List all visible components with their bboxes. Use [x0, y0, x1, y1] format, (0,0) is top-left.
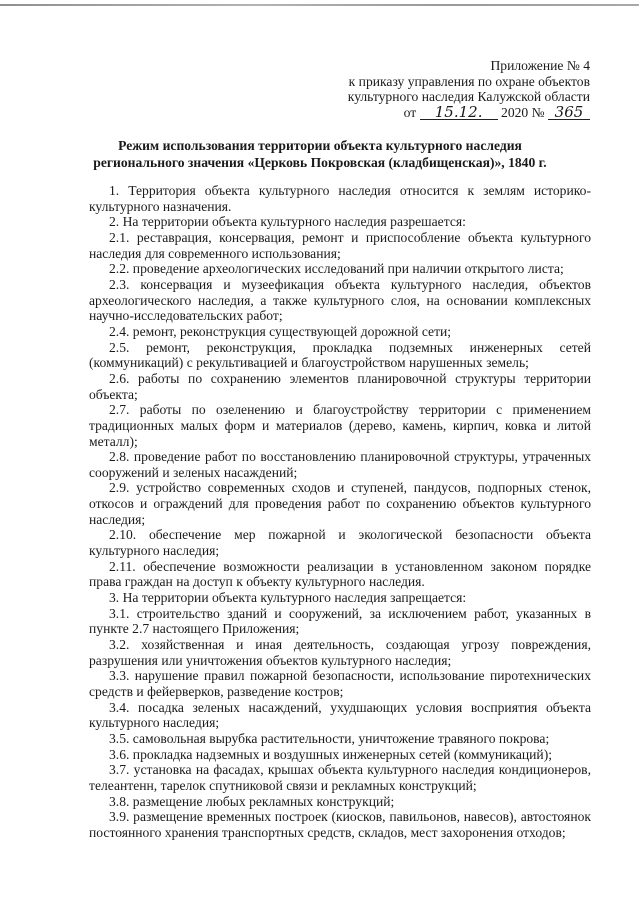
paragraph: 2.7. работы по озеленению и благоустройству территории с применением традиционных малых форм и материалов (дерево, камень, кирпич, ковка и литой металл);	[89, 402, 591, 449]
paragraph: 3.3. нарушение правил пожарной безопасности, использование пиротехнических средств и фейерверков, разведение костров;	[89, 668, 591, 699]
paragraph: 3.7. установка на фасадах, крышах объекта культурного наследия кондиционеров, телеантенн, тарелок спутниковой связи и рекламных конструкций;	[89, 762, 591, 793]
appendix-order-line-1: к приказу управления по охране объектов	[348, 73, 590, 89]
paragraph: 2.1. реставрация, консервация, ремонт и приспособление объекта культурного наследия для современного использования;	[89, 229, 591, 261]
scan-edge-line	[0, 4, 639, 6]
handwritten-order-number: 365	[548, 105, 590, 120]
document-body	[89, 183, 591, 841]
appendix-order-line-2: культурного наследия Калужской области	[347, 89, 590, 105]
paragraph: 1. Территория объекта культурного наследия относится к землям историко-культурного назначения.	[89, 183, 591, 214]
paragraph: 2.2. проведение археологических исследований при наличии открытого листа;	[109, 261, 564, 277]
handwritten-date: 15.12.	[420, 105, 498, 120]
paragraph: 3.2. хозяйственная и иная деятельность, создающая угрозу повреждения, разрушения или уничтожения объектов культурного наследия;	[89, 637, 591, 668]
paragraph: 3.9. размещение временных построек (киосков, павильонов, навесов), автостоянок постоянного хранения транспортных средств, складов, мест захоронения отходов;	[89, 809, 591, 840]
paragraph: 3.8. размещение любых рекламных конструкций;	[109, 793, 395, 809]
appendix-date-line	[270, 102, 590, 121]
paragraph: 3.6. прокладка надземных и воздушных инженерных сетей (коммуникаций);	[109, 746, 553, 762]
paragraph: 2.3. консервация и музеефикация объекта культурного наследия, объектов археологического наследия, а также культурного слоя, на основании комплексных научно-исследовательских работ;	[89, 276, 591, 324]
heading-line-2: регионального значения «Церковь Покровская (кладбищенская)», 1840 г.	[93, 154, 547, 170]
appendix-title: Приложение № 4	[490, 58, 590, 73]
paragraph: 3.4. посадка зеленых насаждений, ухудшающих условия восприятия объекта культурного наследия;	[89, 699, 591, 731]
year-number-label: 2020 №	[501, 104, 545, 120]
paragraph: 2.9. устройство современных сходов и ступеней, пандусов, подпорных стенок, откосов и ограждений для проведения работ по сохранению объектов культурного наследия;	[89, 480, 591, 527]
paragraph: 2.6. работы по сохранению элементов планировочной структуры территории объекта;	[89, 370, 591, 402]
paragraph: 2.8. проведение работ по восстановлению планировочной структуры, утраченных сооружений и зеленых насаждений;	[89, 449, 591, 480]
paragraph: 2.10. обеспечение мер пожарной и экологической безопасности объекта культурного наследия;	[89, 527, 591, 559]
paragraph: 2.11. обеспечение возможности реализации в установленном законом порядке права граждан на доступ к объекту культурного наследия.	[89, 558, 591, 590]
paragraph: 2. На территории объекта культурного наследия разрешается:	[109, 214, 466, 230]
appendix-header	[270, 58, 590, 120]
paragraph: 3.1. строительство зданий и сооружений, за исключением работ, указанных в пункте 2.7 настоящего Приложения;	[89, 605, 591, 637]
paragraph: 2.5. ремонт, реконструкция, прокладка подземных инженерных сетей (коммуникаций) с рекультивацией и благоустройством нарушенных земель;	[89, 339, 591, 371]
paragraph: 2.4. ремонт, реконструкция существующей дорожной сети;	[109, 323, 452, 339]
date-prefix: от	[403, 104, 417, 120]
document-heading	[60, 138, 580, 171]
paragraph: 3.5. самовольная вырубка растительности, уничтожение травяного покрова;	[109, 730, 550, 746]
paragraph: 3. На территории объекта культурного наследия запрещается:	[109, 590, 467, 606]
heading-line-1: Режим использования территории объекта культурного наследия	[118, 138, 522, 153]
